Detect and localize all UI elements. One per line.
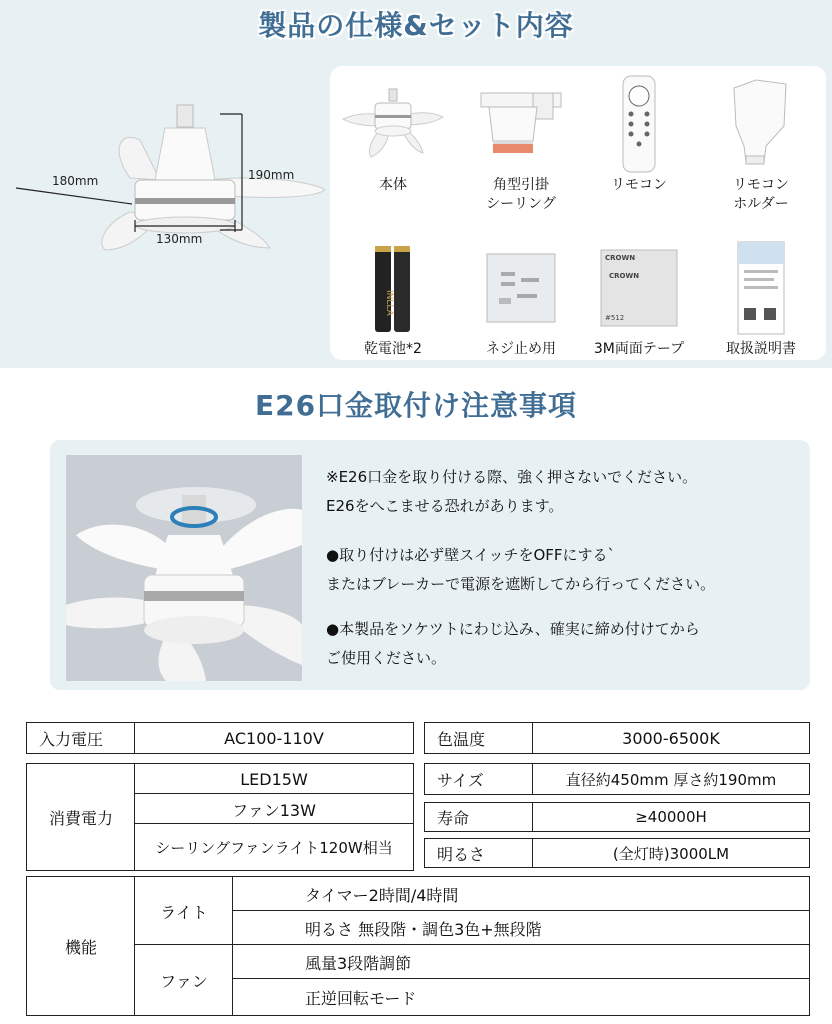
caution-heading: [0, 384, 832, 424]
item-screws: [466, 236, 576, 359]
fan-installation-illustration: [66, 455, 302, 681]
fan-label: ファン: [134, 944, 234, 1016]
caution-line-1: ※E26口金を取り付ける際、強く押さないでください。: [326, 468, 698, 486]
caution-line-3: ●取り付けは必ず壁スイッチをOFFにする`: [326, 546, 616, 564]
item-label: 本体: [379, 177, 407, 193]
power-led: LED15W: [134, 763, 414, 795]
light-timer: タイマー2時間/4時間: [232, 876, 810, 912]
color-temp-label: 色温度: [424, 722, 534, 754]
svg-text:CROWN: CROWN: [605, 254, 636, 262]
light-label: ライト: [134, 876, 234, 946]
diameter-dimension: 130mm: [156, 232, 203, 246]
remote-holder-icon: [726, 76, 796, 172]
fan-speed: 風量3段階調節: [232, 944, 810, 980]
remote-control-icon: [609, 74, 669, 174]
item-main-body: [338, 72, 448, 195]
power-equiv: シーリングファンライト120W相当: [134, 823, 414, 871]
life-value: ≥40000H: [532, 802, 810, 832]
svg-text:#512: #512: [605, 314, 625, 322]
input-voltage-label: 入力電圧: [26, 722, 136, 754]
power-fan: ファン13W: [134, 793, 414, 825]
item-batteries: [338, 236, 448, 359]
ceiling-adapter-icon: [471, 79, 571, 169]
width-dimension: 180mm: [52, 174, 99, 188]
item-label: ネジ止め用: [486, 341, 556, 357]
functions-label: 機能: [26, 876, 136, 1016]
item-label: リモコン: [733, 177, 789, 193]
item-remote-holder: [706, 72, 816, 214]
item-remote: [584, 72, 694, 195]
caution-heading-text: E26口金取付け注意事項: [254, 389, 578, 422]
power-label: 消費電力: [26, 763, 136, 871]
item-label-line2: ホルダー: [733, 196, 789, 212]
item-label: 角型引掛: [493, 177, 549, 193]
battery-icon: [363, 240, 423, 336]
item-label: 乾電池*2: [364, 341, 422, 357]
fan-reverse: 正逆回転モード: [232, 978, 810, 1016]
screw-bag-icon: [481, 248, 561, 328]
brightness-value: (全灯時)3000LM: [532, 838, 810, 868]
svg-text:INLLA: INLLA: [384, 290, 394, 316]
item-label: 取扱説明書: [726, 341, 796, 357]
item-tape: [584, 236, 694, 359]
item-label: リモコン: [611, 177, 667, 193]
set-contents-card: [330, 66, 826, 360]
life-label: 寿命: [424, 802, 534, 832]
manual-icon: [736, 240, 786, 336]
size-label: サイズ: [424, 763, 534, 795]
item-manual: [706, 236, 816, 359]
item-label-line2: シーリング: [486, 196, 556, 212]
specs-heading: [0, 4, 832, 44]
caution-line-2: E26をへこませる恐れがあります。: [326, 497, 564, 515]
input-voltage-value: AC100-110V: [134, 722, 414, 754]
double-sided-tape-icon: [599, 246, 679, 330]
specs-heading-text: 製品の仕様&セット内容: [258, 9, 574, 42]
item-ceiling-adapter: [466, 72, 576, 214]
svg-text:CROWN: CROWN: [609, 272, 640, 280]
dimension-diagram: [10, 100, 330, 270]
installation-photo: [66, 455, 302, 681]
size-value: 直径約450mm 厚さ約190mm: [532, 763, 810, 795]
brightness-label: 明るさ: [424, 838, 534, 868]
light-brightness: 明るさ 無段階・調色3色+無段階: [232, 910, 810, 946]
height-dimension: 190mm: [248, 168, 295, 182]
caution-line-6: ご使用ください。: [326, 649, 447, 667]
fan-body-icon: [341, 79, 445, 169]
caution-line-5: ●本製品をソケツトにわじ込み、確実に締め付けてから: [326, 620, 700, 638]
caution-line-4: またはブレーカーで電源を遮断してから行ってください。: [326, 575, 716, 593]
item-label: 3M両面テープ: [593, 341, 685, 357]
color-temp-value: 3000-6500K: [532, 722, 810, 754]
